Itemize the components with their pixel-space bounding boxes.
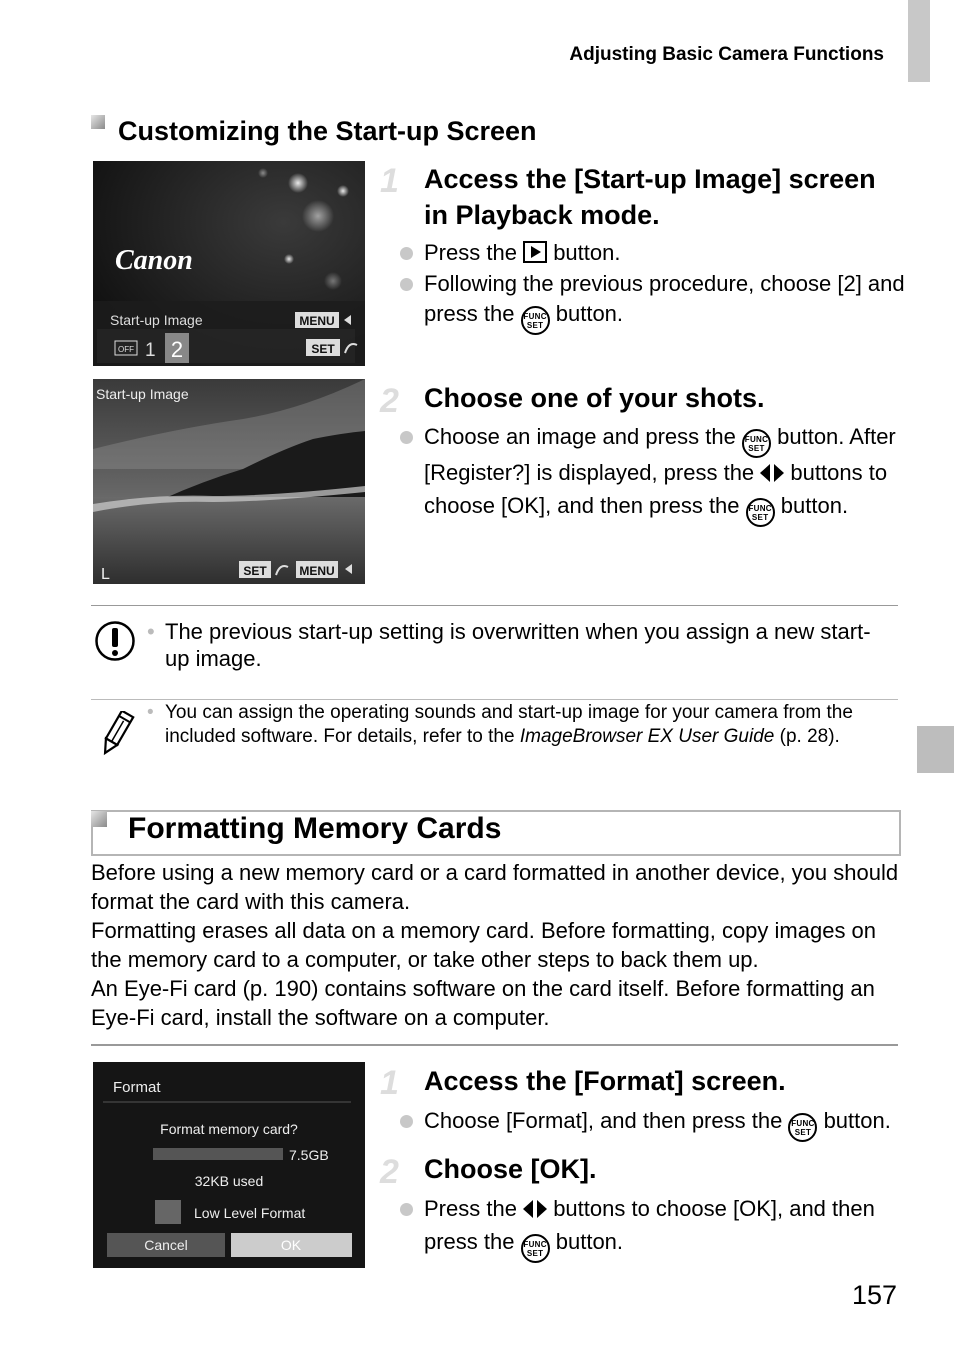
caution-text-block: • The previous start-up setting is overwritten when you assign a new start-up image. [147, 619, 871, 671]
option-1: 1 [145, 340, 156, 361]
func-set-button-icon: FUNC SET [521, 306, 550, 335]
header-tab-marker [908, 0, 930, 82]
step-2-title: Choose one of your shots. [424, 383, 765, 413]
format-step-1-number: 1 [380, 1064, 399, 1102]
low-level-format-label: Low Level Format [194, 1205, 306, 1221]
format-rule [91, 1044, 898, 1046]
playback-button-icon [523, 241, 547, 263]
image-size-label: L [101, 566, 110, 583]
format-step-1-bullet-1: Choose [Format], and then press the FUNC SET button. [398, 1106, 918, 1142]
format-step-1-bullets [398, 1106, 918, 1142]
menu-button-icon-2: MENU [299, 564, 335, 578]
set-button-icon-2: SET [243, 564, 267, 578]
format-step-2-bullets [398, 1194, 898, 1263]
capacity-label: 7.5GB [289, 1147, 329, 1163]
section-square-icon [91, 115, 105, 129]
caution-icon [95, 620, 135, 662]
option-2-selected: 2 [170, 337, 184, 362]
format-screen-title: Format [113, 1079, 161, 1096]
func-set-button-icon: FUNC SET [788, 1113, 817, 1142]
canon-logo: Canon [115, 245, 193, 276]
screen2-label: Start-up Image [96, 386, 189, 402]
startup-screen-image-2 [93, 379, 365, 584]
step-1-number: 1 [380, 162, 399, 200]
format-screen-image [93, 1062, 365, 1268]
step-2-bullet-1: Choose an image and press the FUNC SET button. After [Register?] is displayed, press the buttons to choose [OK], and then press the FUNC SET button. [398, 422, 898, 527]
caution-text: The previous start-up setting is overwritten when you assign a new start-up image. [165, 619, 871, 671]
func-set-button-icon: FUNC SET [746, 498, 775, 527]
step-1-title: Access the [Start-up Image] screen in Playback mode. [424, 164, 876, 230]
used-label: 32KB used [194, 1173, 264, 1189]
menu-button-icon: MENU [299, 314, 335, 328]
ok-button: OK [280, 1237, 302, 1253]
format-heading: Formatting Memory Cards [128, 812, 502, 845]
left-right-buttons-icon [760, 460, 784, 491]
page-number: 157 [852, 1280, 898, 1310]
format-intro [91, 858, 901, 1032]
intro-paragraph-2: Formatting erases all data on a memory card. Before formatting, copy images on the memory card to a computer, or take other steps to back them up. [91, 918, 877, 972]
step-1-bullet-1: Press the button. [398, 238, 908, 269]
left-right-buttons-icon [523, 1196, 547, 1227]
chapter-tab-marker [917, 726, 954, 773]
step-2-number: 2 [380, 382, 399, 420]
screen1-label: Start-up Image [110, 312, 203, 328]
section-square-icon [91, 811, 107, 827]
off-icon: OFF [118, 345, 134, 354]
step-1-bullet-2: Following the previous procedure, choose [2] and press the FUNC SET button. [398, 269, 908, 336]
step-2-bullets [398, 422, 898, 527]
format-step-2-bullet-1: Press the buttons to choose [OK], and then press the FUNC SET button. [398, 1194, 898, 1263]
startup-screen-image-1 [93, 161, 365, 366]
format-step-1-title: Access the [Format] screen. [424, 1066, 786, 1096]
func-set-button-icon: FUNC SET [742, 429, 771, 458]
set-button-icon: SET [311, 342, 335, 356]
tip-text-block: • You can assign the operating sounds and start-up image for your camera from the included software. For details, refer to the ImageBrowser EX User Guide (p. 28). [147, 702, 853, 747]
intro-paragraph-1: Before using a new memory card or a card formatted in another device, you should format the card with this camera. [91, 860, 899, 914]
user-guide-title: ImageBrowser EX User Guide [519, 726, 775, 747]
cancel-button: Cancel [144, 1237, 188, 1253]
step-1-bullets [398, 238, 908, 335]
format-question: Format memory card? [160, 1121, 298, 1137]
intro-paragraph-3: An Eye-Fi card (p. 190) contains software on the card itself. Before formatting an Eye-Fi card, install the software on a computer. [91, 976, 875, 1030]
running-header: Adjusting Basic Camera Functions [569, 44, 884, 65]
func-set-button-icon: FUNC SET [521, 1234, 550, 1263]
startup-heading: Customizing the Start-up Screen [118, 116, 537, 146]
caution-rule-top [91, 605, 898, 606]
tip-rule-top [91, 699, 898, 700]
pencil-memo-icon [97, 711, 135, 759]
format-step-2-number: 2 [380, 1153, 399, 1191]
format-step-2-title: Choose [OK]. [424, 1154, 597, 1184]
